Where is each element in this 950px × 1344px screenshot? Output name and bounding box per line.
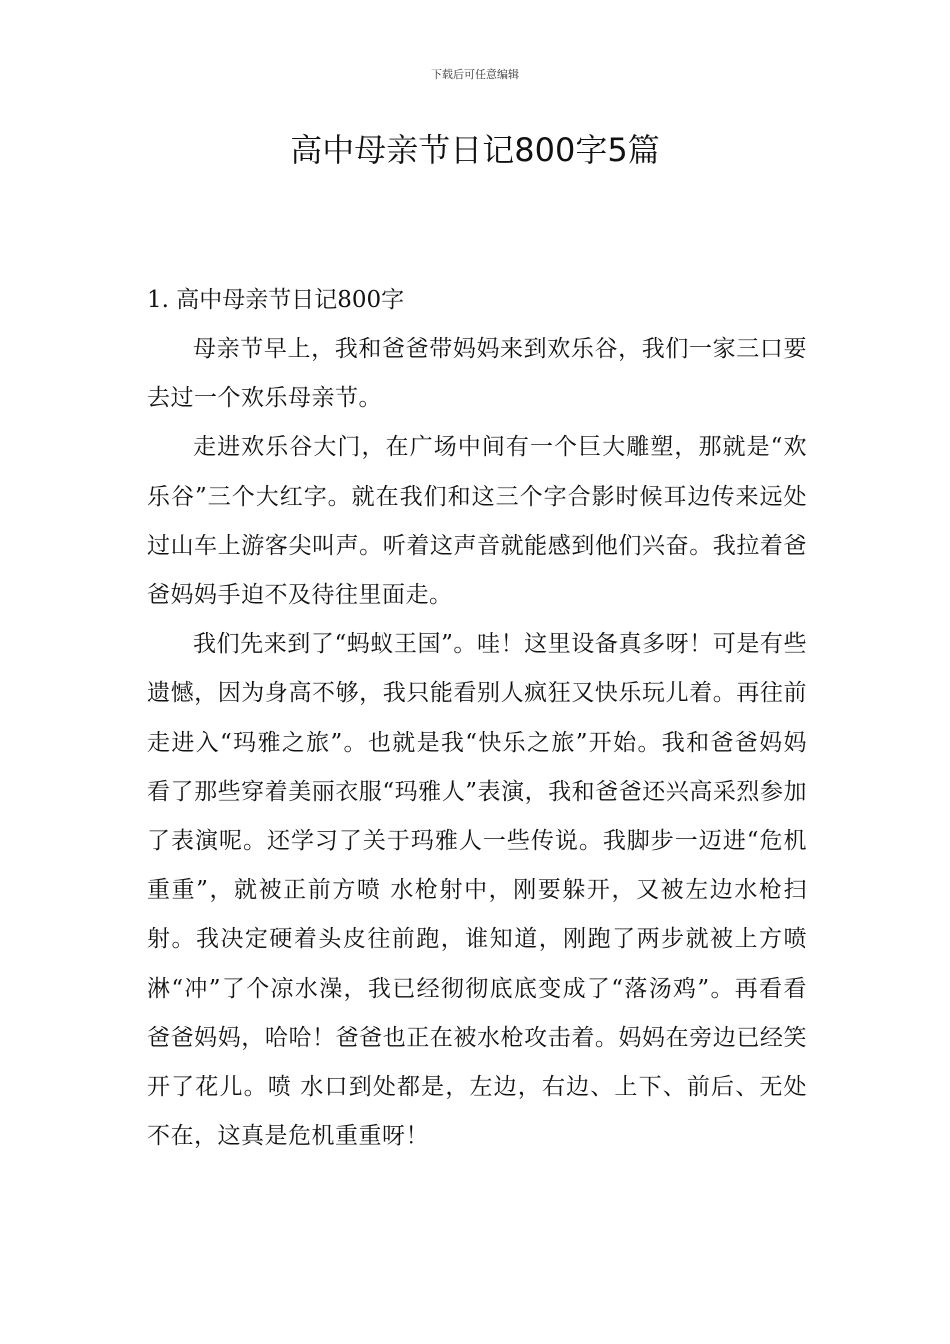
document-title: 高中母亲节日记800字5篇 — [290, 131, 660, 169]
document-body — [147, 275, 807, 1161]
page-header-note: 下载后可任意编辑 — [431, 68, 519, 81]
paragraph: 走进欢乐谷大门，在广场中间有一个巨大雕塑，那就是“欢乐谷”三个大红字。就在我们和这三个字合影时候耳边传来远处过山车上游客尖叫声。听着这声音就能感到他们兴奋。我拉着爸爸妈妈手迫不及待往里面走。 — [147, 434, 807, 609]
paragraph: 母亲节早上，我和爸爸带妈妈来到欢乐谷，我们一家三口要去过一个欢乐母亲节。 — [147, 336, 807, 412]
paragraph: 我们先来到了“蚂蚁王国”。哇！这里设备真多呀！可是有些遗憾，因为身高不够，我只能看别人疯狂又快乐玩儿着。再往前走进入“玛雅之旅”。也就是我“快乐之旅”开始。我和爸爸妈妈看了那些穿着美丽衣服“玛雅人”表演，我和爸爸还兴高采烈参加了表演呢。还学习了关于玛雅人一些传说。我脚步一迈进“危机重重”，就被正前方喷 水枪射中，刚要躲开，又被左边水枪扫射。我决定硬着头皮往前跑，谁知道，刚跑了两步就被上方喷淋“冲”了个凉水澡，我已经彻彻底底变成了“落汤鸡”。再看看爸爸妈妈，哈哈！爸爸也正在被水枪攻击着。妈妈在旁边已经笑开了花儿。喷 水口到处都是，左边，右边、上下、前后、无处不在，这真是危机重重呀！ — [147, 631, 807, 1150]
section-heading: 1. 高中母亲节日记800字 — [147, 287, 405, 313]
